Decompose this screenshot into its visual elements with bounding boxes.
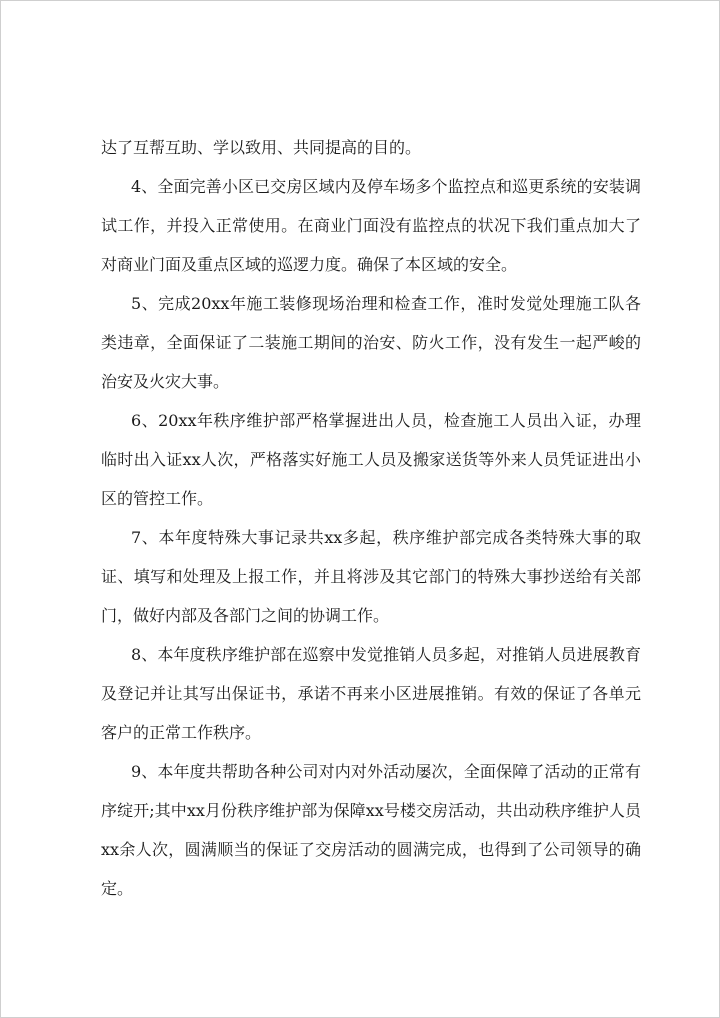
paragraph-item-6: 6、20xx年秩序维护部严格掌握进出人员，检查施工人员出入证，办理临时出入证xx人次，严格落实好施工人员及搬家送货等外来人员凭证进出小区的管控工作。 — [101, 411, 641, 508]
paragraph-item-4: 4、全面完善小区已交房区域内及停车场多个监控点和巡更系统的安装调试工作，并投入正常使用。在商业门面没有监控点的状况下我们重点加大了对商业门面及重点区域的巡逻力度。确保了本区域的安全。 — [101, 177, 641, 274]
paragraph-item-9: 9、本年度共帮助各种公司对内对外活动屡次，全面保障了活动的正常有序绽开;其中xx月份秩序维护部为保障xx号楼交房活动，共出动秩序维护人员xx余人次，圆满顺当的保证了交房活动的圆满完成，也得到了公司领导的确定。 — [101, 762, 641, 898]
paragraph-item-7: 7、本年度特殊大事记录共xx多起，秩序维护部完成各类特殊大事的取证、填写和处理及上报工作，并且将涉及其它部门的特殊大事抄送给有关部门，做好内部及各部门之间的协调工作。 — [101, 528, 641, 625]
paragraph-continuation: 达了互帮互助、学以致用、共同提高的目的。 — [101, 138, 422, 157]
paragraph-item-5: 5、完成20xx年施工装修现场治理和检查工作，准时发觉处理施工队各类违章，全面保证了二装施工期间的治安、防火工作，没有发生一起严峻的治安及火灾大事。 — [101, 294, 641, 391]
document-body — [101, 128, 641, 908]
paragraph-item-8: 8、本年度秩序维护部在巡察中发觉推销人员多起，对推销人员进展教育及登记并让其写出保证书，承诺不再来小区进展推销。有效的保证了各单元客户的正常工作秩序。 — [101, 645, 641, 742]
